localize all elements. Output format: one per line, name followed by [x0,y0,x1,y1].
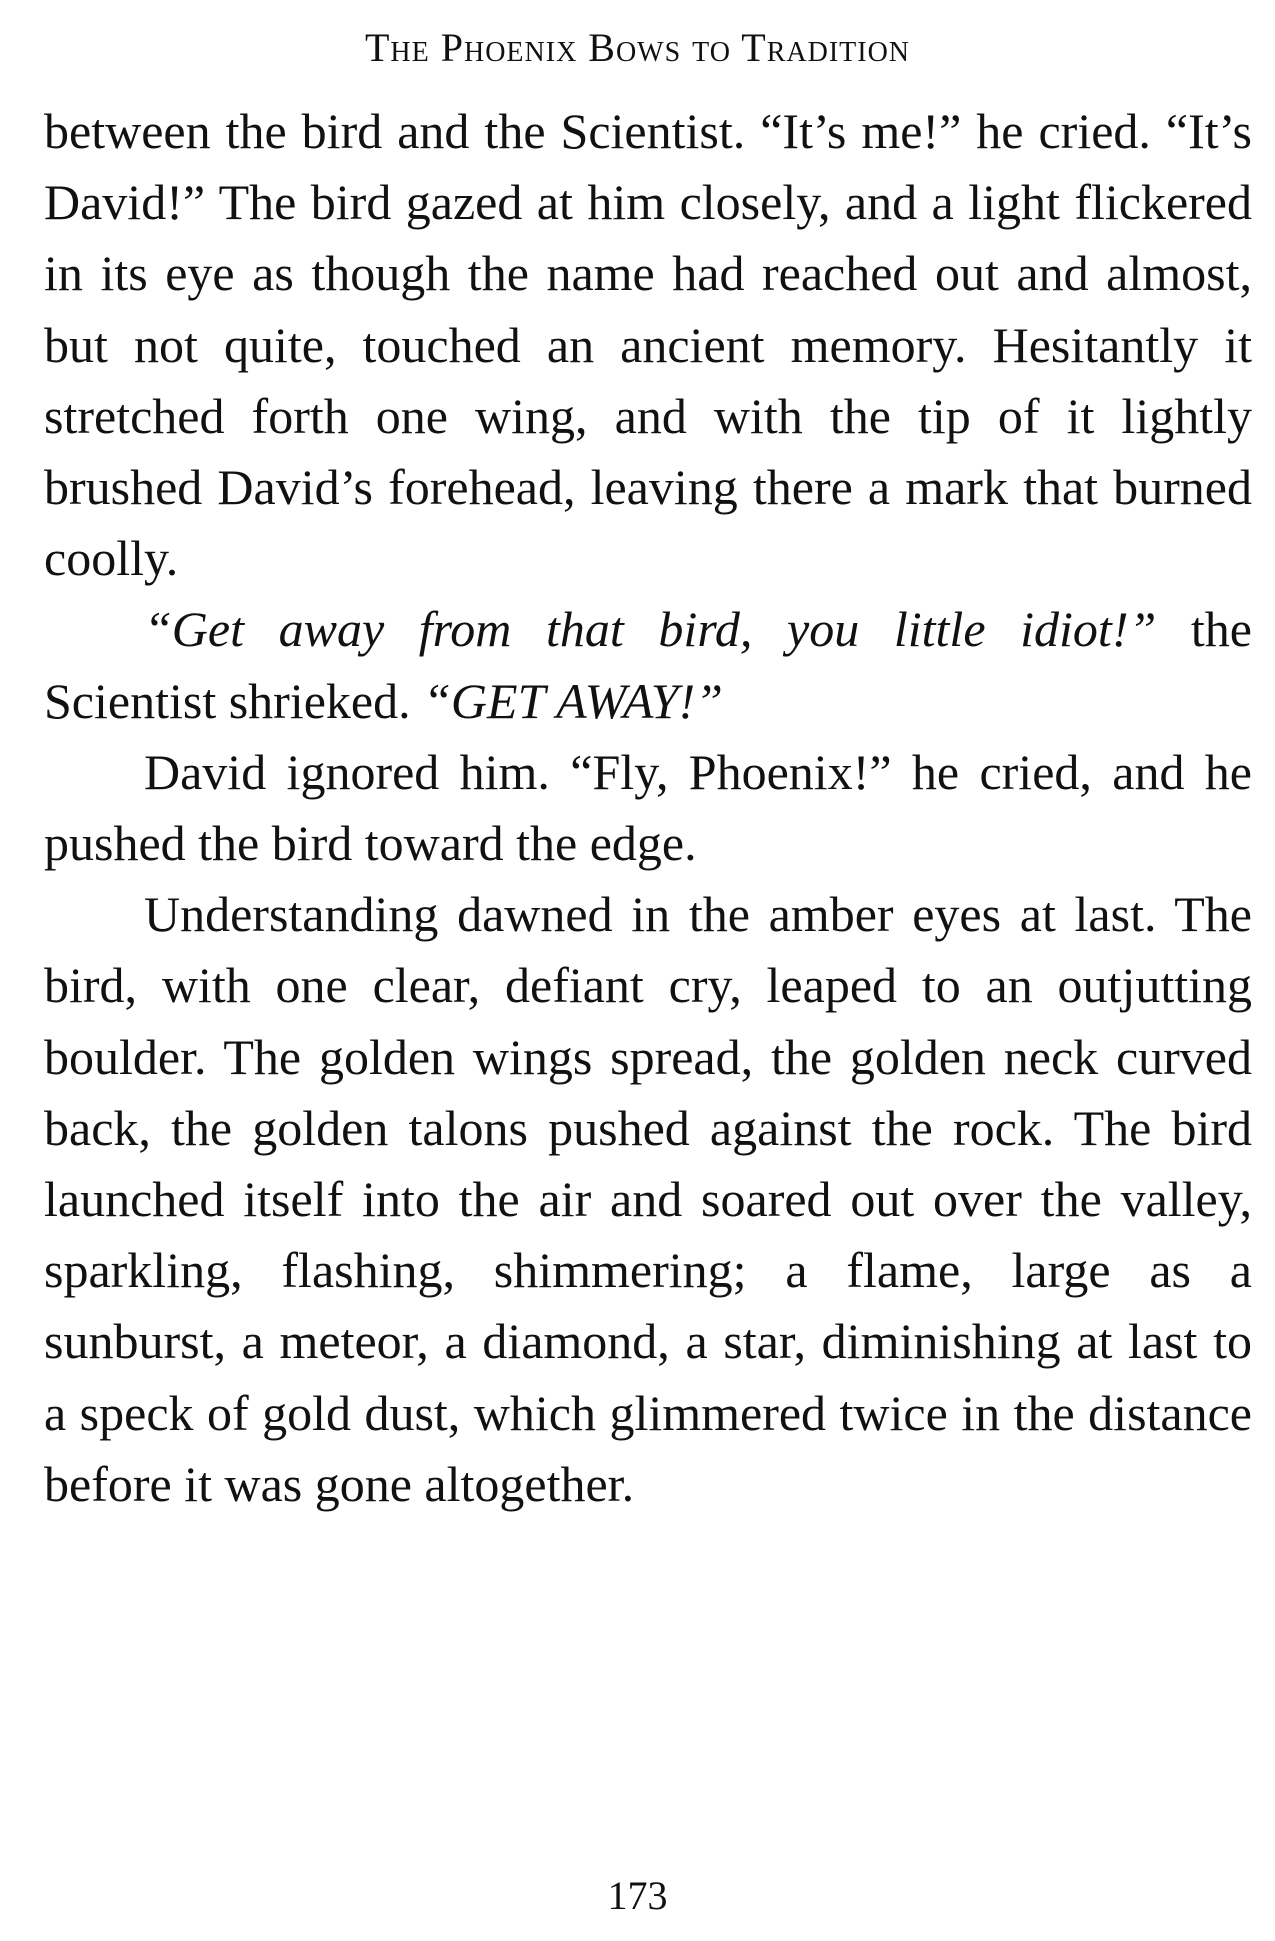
body-text [44,96,1252,1520]
paragraph-phoenix-flight: Understanding dawned in the amber eyes at last. The bird, with one clear, defiant cry, leaped to an outjutting boulder. The golden wings spread, the golden neck curved back, the golden talons pushed against the rock. The bird launched itself into the air and soared out over the valley, sparkling, flashing, shimmering; a flame, large as a sunburst, a meteor, a diamond, a star, diminishing at last to a speck of gold dust, which glimmered twice in the distance before it was gone altogether. [44,886,1252,1512]
paragraph-continuation: between the bird and the Scientist. “It’s me!” he cried. “It’s David!” The bird gazed at him closely, and a light flickered in its eye as though the name had reached out and almost, but not quite, touched an ancient memory. Hesitantly it stretched forth one wing, and with the tip of it lightly brushed David’s forehead, leaving there a mark that burned coolly. [44,103,1252,587]
italic-quote: “Get away from that bird, you little idiot!” [144,601,1157,658]
paragraph-david: David ignored him. “Fly, Phoenix!” he cried, and he pushed the bird toward the edge. [44,743,1252,872]
paragraph-scientist-shout [44,594,1252,736]
page-number: 173 [607,1873,668,1918]
paragraph-text: the Scientist shrieked. [44,601,1252,729]
running-head: The Phoenix Bows to Tradition [364,25,911,70]
italic-quote: “GET AWAY!” [423,672,723,729]
